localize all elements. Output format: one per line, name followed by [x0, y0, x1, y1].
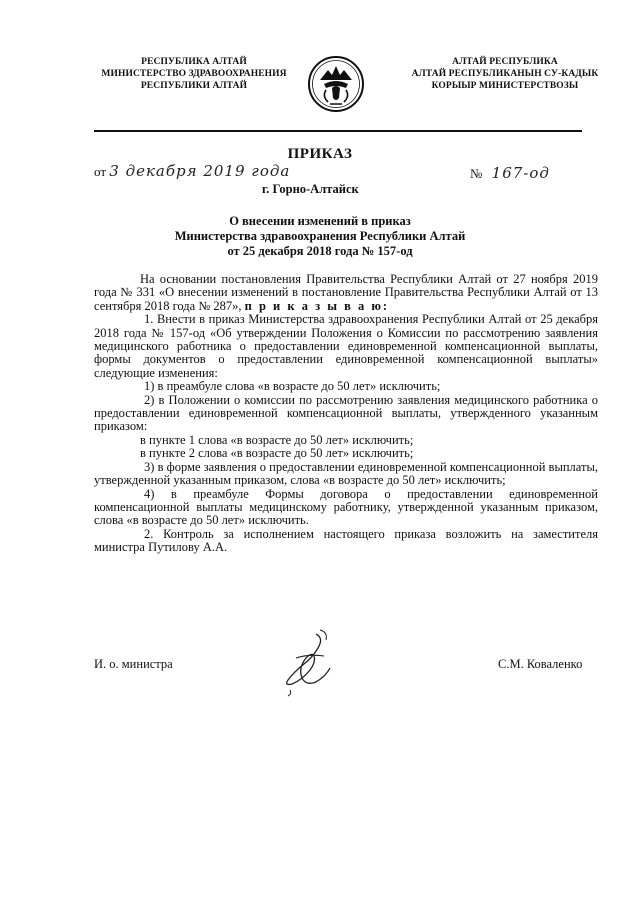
header-left-line: МИНИСТЕРСТВО ЗДРАВООХРАНЕНИЯ	[101, 69, 287, 79]
title-line: от 25 декабря 2018 года № 157-од	[227, 244, 413, 258]
title-line: О внесении изменений в приказ	[229, 214, 411, 228]
header-right-line: КОРЫЫР МИНИСТЕРСТВОЗЫ	[431, 81, 579, 91]
ministry-name-russian	[94, 56, 294, 92]
title-line: Министерства здравоохранения Республики Алтай	[174, 229, 466, 243]
header-right-line: АЛТАЙ РЕСПУБЛИКАНЫН СУ-КАДЫК	[411, 69, 599, 79]
item-1-2b: в пункте 2 слова «в возрасте до 50 лет» исключить;	[140, 446, 414, 461]
item-1-2: 2) в Положении о комиссии по рассмотрению заявления медицинского работника о предоставлении единовременной компенсационной выплаты, утвержденного указанным приказом:	[94, 392, 598, 434]
order-word: п р и к а з ы в а ю:	[244, 298, 390, 313]
date-prefix: от	[94, 164, 107, 179]
header-right-line: АЛТАЙ РЕСПУБЛИКА	[452, 57, 558, 67]
item-1: 1. Внести в приказ Министерства здравоохранения Республики Алтай от 25 декабря 2018 года № 157-од «Об утверждении Положения о Комиссии по рассмотрению заявления медицинского работника о предоставлении единовременной компенсационной выплаты, формы документов о предоставлении единовременной компенсационной выплаты» следующие изменения:	[94, 312, 598, 380]
header-divider	[94, 130, 582, 132]
preamble-text: На основании постановления Правительства Республики Алтай от 27 ноября 2019 года № 331 «О внесении изменений в постановление Правительства Республики Алтай от 13 сентября 2018 года № 287»,	[94, 272, 598, 313]
order-body	[94, 273, 598, 555]
handwritten-number: 167-од	[491, 164, 550, 182]
document-type: ПРИКАЗ	[287, 146, 353, 162]
item-1-4: 4) в преамбуле Формы договора о предоставлении единовременной компенсационной выплаты медицинскому работнику, утвержденной указанным приказом, слова «в возрасте до 50 лет» исключить.	[94, 486, 598, 528]
header-left-line: РЕСПУБЛИКИ АЛТАЙ	[140, 81, 248, 91]
signatory-position: И. о. министра	[94, 657, 173, 671]
ministry-name-altai	[390, 56, 620, 92]
order-number	[470, 164, 550, 182]
handwritten-signature-icon	[268, 628, 348, 698]
preamble-paragraph	[94, 273, 598, 313]
order-date	[94, 162, 290, 180]
city-name: г. Горно-Алтайск	[262, 182, 359, 196]
item-1-3: 3) в форме заявления о предоставлении единовременной компенсационной выплаты, утвержденной указанным приказом, слова «в возрасте до 50 лет» исключить;	[94, 459, 598, 488]
item-2: 2. Контроль за исполнением настоящего приказа возложить на заместителя министра Путилову А.А.	[94, 526, 598, 555]
altai-coat-of-arms-icon	[306, 54, 366, 114]
signatory-name: С.М. Коваленко	[498, 657, 583, 671]
item-1-1: 1) в преамбуле слова «в возрасте до 50 лет» исключить;	[144, 379, 441, 394]
order-title	[0, 214, 640, 259]
header-left-line: РЕСПУБЛИКА АЛТАЙ	[141, 57, 247, 67]
number-prefix: №	[470, 166, 483, 181]
handwritten-date: 3 декабря 2019 года	[109, 162, 291, 180]
item-1-2a: в пункте 1 слова «в возрасте до 50 лет» исключить;	[140, 432, 414, 447]
